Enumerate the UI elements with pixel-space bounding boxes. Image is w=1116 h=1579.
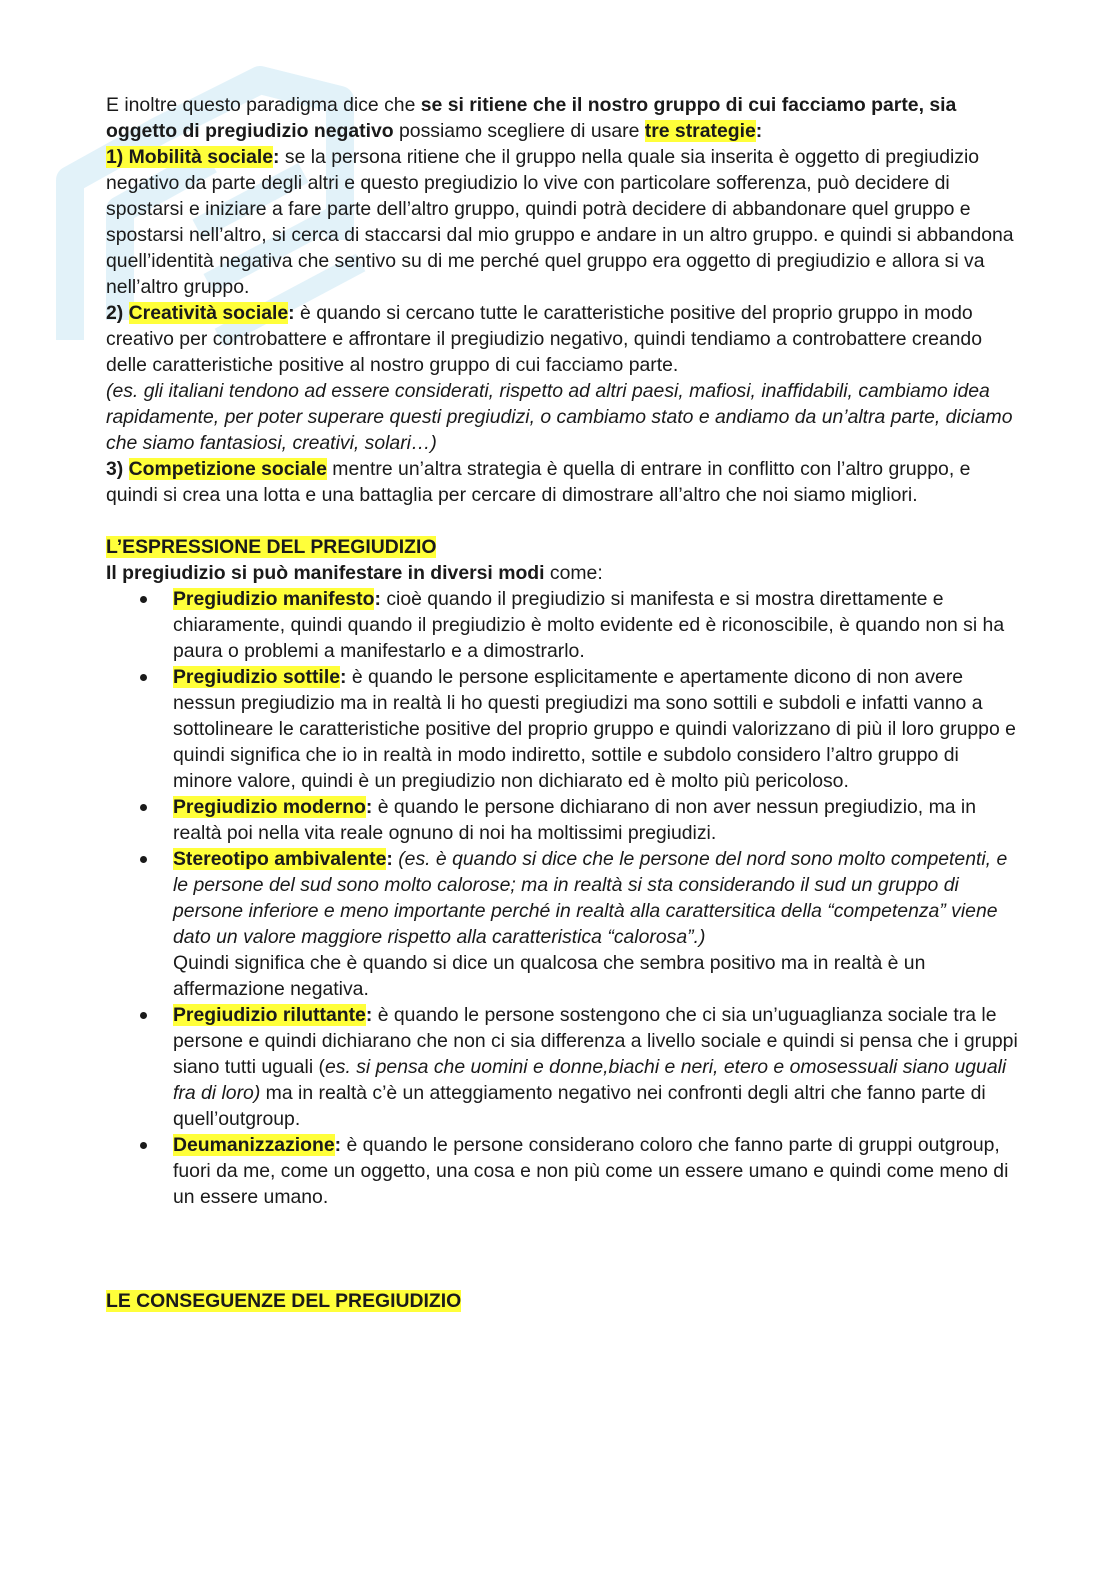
intro-colon: : xyxy=(755,120,763,142)
section-heading-text: LE CONSEGUENZE DEL PREGIUDIZIO xyxy=(106,1290,462,1312)
intro-bold: se si ritiene che il nostro gruppo di cui facciamo parte, sia oggetto di pregiudizio negativo xyxy=(106,94,957,142)
item-text: cioè quando il pregiudizio si manifesta e si mostra direttamente e chiaramente, quindi quando il pregiudizio è molto evidente ed è riconoscibile, è quando non si ha paura o problemi a manifestarlo e a dimostrarlo. xyxy=(173,588,1005,662)
bullet-icon xyxy=(140,596,147,603)
intro-text-2: possiamo scegliere di usare xyxy=(393,120,645,142)
prejudice-list xyxy=(106,586,1018,1210)
bullet-icon xyxy=(140,674,147,681)
intro-paragraph xyxy=(106,92,1018,144)
strategy-2-example xyxy=(106,378,1018,456)
item-term: Pregiudizio moderno xyxy=(173,796,366,818)
item-term: Pregiudizio sottile xyxy=(173,666,340,688)
item-example: es. si pensa che uomini e donne,biachi e neri, etero e omosessuali siano uguali fra di loro) xyxy=(173,1056,1007,1104)
list-item xyxy=(106,1002,1018,1132)
item-colon: : xyxy=(374,588,381,610)
item-example: (es. è quando si dice che le persone del nord sono molto competenti, e le persone del sud sono molto calorose; ma in realtà si sta considerando il sud un gruppo di persone inferiore e meno importante perché in realtà alla carattersitica della “competenza” viene dato un valore maggiore rispetto alla caratteristica “calorosa”.) xyxy=(173,848,1008,948)
section-heading-text: L’ESPRESSIONE DEL PREGIUDIZIO xyxy=(106,536,437,558)
strategy-number: 1) xyxy=(106,146,129,168)
lead-bold: Il pregiudizio si può manifestare in diversi modi xyxy=(106,562,545,584)
document-page xyxy=(106,92,1018,1314)
item-text: è quando le persone dichiarano di non aver nessun pregiudizio, ma in realtà poi nella vita reale ognuno di noi ha moltissimi pregiudizi. xyxy=(173,796,976,844)
item-text: è quando le persone esplicitamente e apertamente dicono di non avere nessun pregiudizio ma in realtà li ho questi pregiudizi ma sono sottili e subdoli e infatti vanno a sottolineare le caratteristiche positive del proprio gruppo e quindi valorizzano di più il loro gruppo e quindi significa che io in realtà in modo indiretto, sottile e subdolo considero l’altro gruppo di minore valore, quindi è un pregiudizio non dichiarato ed è molto più pericoloso. xyxy=(173,666,1016,792)
item-term: Pregiudizio manifesto xyxy=(173,588,375,610)
item-term: Deumanizzazione xyxy=(173,1134,335,1156)
strategy-2 xyxy=(106,300,1018,378)
section-heading-conseguenze xyxy=(106,1288,1018,1314)
strategy-text: mentre un’altra strategia è quella di entrare in conflitto con l’altro gruppo, e quindi si crea una lotta e una battaglia per cercare di dimostrare all’altro che noi siamo migliori. xyxy=(106,458,971,506)
strategy-text: è quando si cercano tutte le caratteristiche positive del proprio gruppo in modo creativo per controbattere e affrontare il pregiudizio negativo, quindi tendiamo a controbattere creando delle caratteristiche positive al nostro gruppo di cui facciamo parte. xyxy=(106,302,982,376)
item-term: Stereotipo ambivalente xyxy=(173,848,387,870)
item-after: Quindi significa che è quando si dice un qualcosa che sembra positivo ma in realtà è un affermazione negativa. xyxy=(173,952,926,1000)
strategy-colon: : xyxy=(273,146,280,168)
list-item xyxy=(106,586,1018,664)
strategy-name: Mobilità sociale xyxy=(128,146,274,168)
bullet-icon xyxy=(140,856,147,863)
item-term: Pregiudizio riluttante xyxy=(173,1004,366,1026)
bullet-icon xyxy=(140,804,147,811)
section-heading-espressione xyxy=(106,534,1018,560)
strategy-1 xyxy=(106,144,1018,300)
strategy-example: (es. gli italiani tendono ad essere considerati, rispetto ad altri paesi, mafiosi, inaffidabili, cambiamo idea rapidamente, per poter superare questi pregiudizi, o cambiamo stato e andiamo da un’altra parte, diciamo che siamo fantasiosi, creativi, solari…) xyxy=(106,380,1013,454)
intro-text: E inoltre questo paradigma dice che xyxy=(106,94,421,116)
strategy-name: Creatività sociale xyxy=(128,302,289,324)
list-item xyxy=(106,794,1018,846)
list-item xyxy=(106,664,1018,794)
section-lead xyxy=(106,560,1018,586)
list-item xyxy=(106,1132,1018,1210)
strategy-number: 2) xyxy=(106,302,129,324)
item-colon: : xyxy=(365,1004,373,1026)
strategy-number: 3) xyxy=(106,458,129,480)
strategy-3 xyxy=(106,456,1018,508)
list-item xyxy=(106,846,1018,1002)
item-colon: : xyxy=(386,848,393,870)
item-colon: : xyxy=(365,796,373,818)
bullet-icon xyxy=(140,1142,147,1149)
item-colon: : xyxy=(340,666,347,688)
item-text: è quando le persone considerano coloro che fanno parte di gruppi outgroup, fuori da me, come un oggetto, una cosa e non più come un essere umano e quindi come meno di un essere umano. xyxy=(173,1134,1009,1208)
intro-highlight: tre strategie xyxy=(644,120,756,142)
item-text: è quando le persone sostengono che ci sia un’uguaglianza sociale tra le persone e quindi dichiarano che non ci sia differenza a livello sociale e quindi si pensa che i gruppi siano tutti uguali ( xyxy=(173,1004,1018,1078)
strategy-colon: : xyxy=(288,302,295,324)
strategy-text: se la persona ritiene che il gruppo nella quale sia inserita è oggetto di pregiudizio negativo da parte degli altri e questo pregiudizio lo vive con particolare sofferenza, può decidere di spostarsi e iniziare a fare parte dell’altro gruppo, quindi potrà decidere di abbandonare quel gruppo e spostarsi nell’altro, si cerca di staccarsi dal mio gruppo e andare in un altro gruppo. e quindi si abbandona quell’identità negativa che sentivo su di me perché quel gruppo era oggetto di pregiudizio e allora si va nell’altro gruppo. xyxy=(106,146,1014,298)
strategy-name: Competizione sociale xyxy=(128,458,327,480)
item-tail: ma in realtà c’è un atteggiamento negativo nei confronti degli altri che fanno parte di quell’outgroup. xyxy=(173,1082,986,1130)
bullet-icon xyxy=(140,1012,147,1019)
lead-rest: come: xyxy=(544,562,603,584)
item-colon: : xyxy=(334,1134,342,1156)
